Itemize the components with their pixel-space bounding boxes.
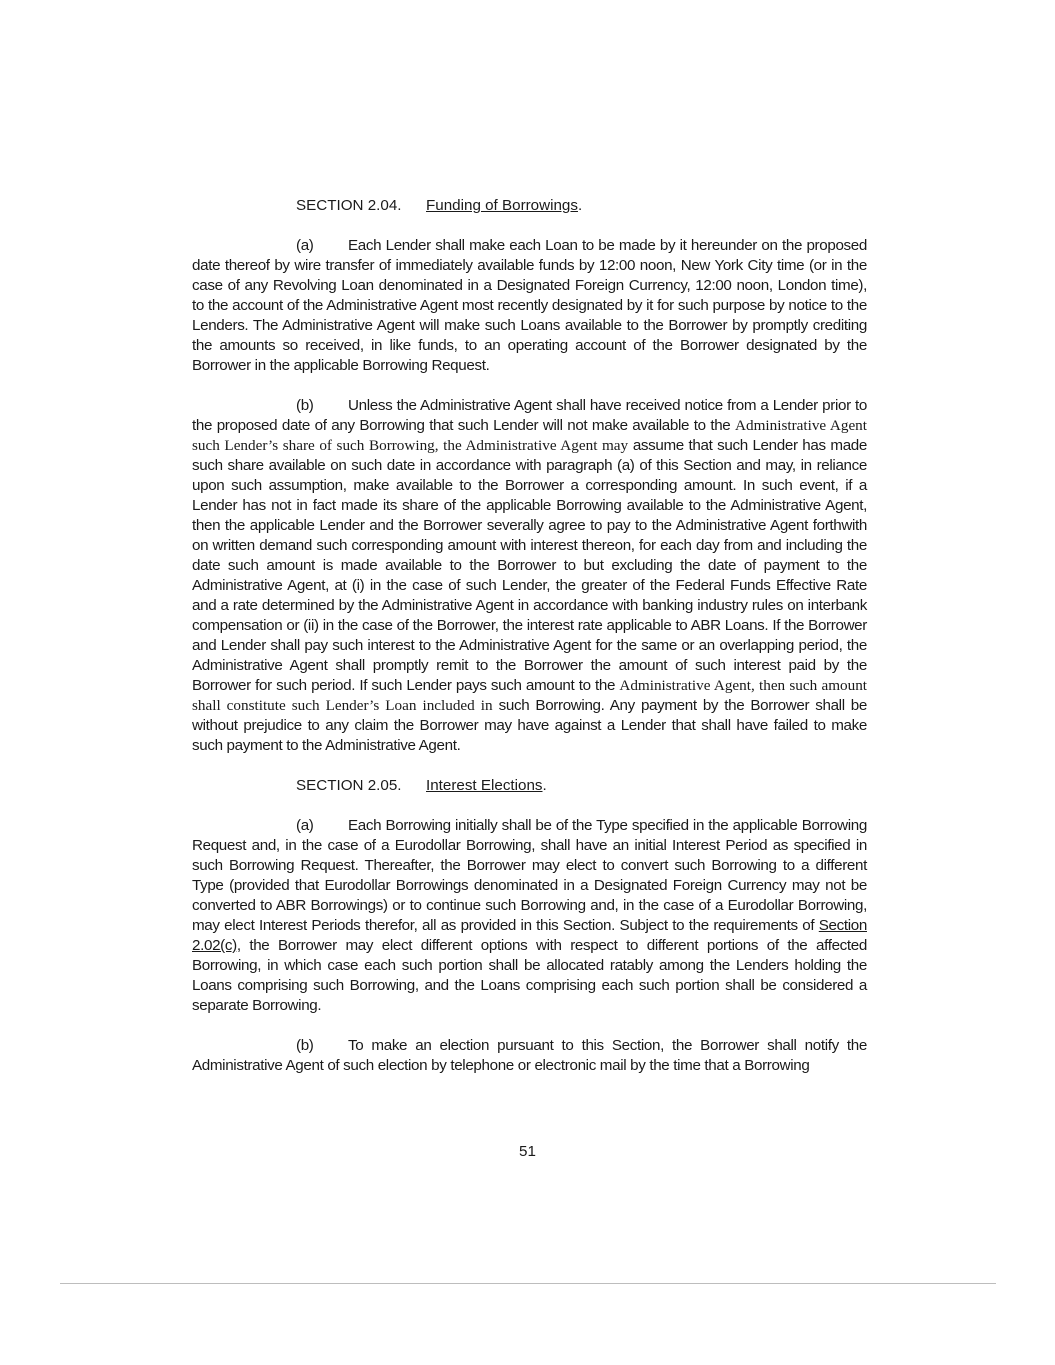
section-2-04-paragraph-b (192, 396, 867, 756)
paragraph-text: Each Borrowing initially shall be of the Type specified in the applicable Borrowing Request and, in the case of a Eurodollar Borrowing, shall have an initial Interest Period as specified in such Borrowing Request. Thereafter, the Borrower may elect to convert such Borrowing to a different Type (provided that Eurodollar Borrowings denominated in a Designated Foreign Currency may not be converted to ABR Borrowings) or to continue such Borrowing and, in the case of a Eurodollar Borrowing, may elect Interest Periods therefor, all as provided in this Section. Subject to the requirements of (192, 817, 867, 934)
paragraph-label: (a) (296, 237, 314, 254)
document-body (192, 196, 867, 1096)
section-2-04-heading (296, 196, 867, 216)
section-title-period: . (542, 777, 547, 794)
section-number: SECTION 2.05. (296, 777, 402, 794)
paragraph-text: , the Borrower may elect different options with respect to different portions of the affected Borrowing, in which case each such portion shall be allocated ratably among the Lenders holding the Loans comprising such Borrowing, and the Loans comprising each such portion shall be considered a separate Borrowing. (192, 937, 867, 1014)
section-reference-link: Section 2.02(c) (192, 917, 867, 954)
paragraph-text: To make an election pursuant to this Section, the Borrower shall notify the Administrative Agent of such election by telephone or electronic mail by the time that a Borrowing (192, 1037, 867, 1074)
paragraph-label: (b) (296, 1037, 314, 1054)
section-2-05-heading (296, 776, 867, 796)
section-title: Interest Elections (426, 777, 543, 794)
section-2-05-paragraph-a (192, 816, 867, 1016)
page-number: 51 (519, 1143, 536, 1160)
section-title: Funding of Borrowings (426, 197, 578, 214)
paragraph-label: (b) (296, 397, 314, 414)
section-title-period: . (577, 197, 583, 214)
section-number: SECTION 2.04. (296, 197, 402, 214)
paragraph-text-serif: Administrative Agent, then such amount shall constitute such Lender’s Loan included in (192, 677, 868, 714)
paragraph-text: assume that such Lender has made such share available on such date in accordance with paragraph (a) of this Section and may, in reliance upon such assumption, make available to the Borrower a corresponding amount. In such event, if a Lender has not in fact made its share of the applicable Borrowing available to the Administrative Agent, then the applicable Lender and the Borrower severally agree to pay to the Administrative Agent forthwith on written demand such corresponding amount with interest thereon, for each day from and including the date such amount is made available to the Borrower to but excluding the date of payment to the Administrative Agent, at (i) in the case of such Lender, the greater of the Federal Funds Effective Rate and a rate determined by the Administrative Agent in accordance with banking industry rules on interbank compensation or (ii) in the case of the Borrower, the interest rate applicable to ABR Loans. If the Borrower and Lender shall pay such interest to the Administrative Agent for the same or an overlapping period, the Administrative Agent shall promptly remit to the Borrower the amount of such interest paid by the Borrower for such period. If such Lender pays such amount to the (192, 437, 867, 694)
paragraph-text: Each Lender shall make each Loan to be made by it hereunder on the proposed date thereof by wire transfer of immediately available funds by 12:00 noon, New York City time (or in the case of any Revolving Loan denominated in a Designated Foreign Currency, 12:00 noon, London time), to the account of the Administrative Agent most recently designated by it for such purpose by notice to the Lenders. The Administrative Agent will make such Loans available to the Borrower by promptly crediting the amounts so received, in like funds, to an operating account of the Borrower designated by the Borrower in the applicable Borrowing Request. (192, 237, 867, 374)
section-2-04-paragraph-a (192, 236, 867, 376)
page-divider (60, 1283, 996, 1284)
section-2-05-paragraph-b (192, 1036, 867, 1076)
paragraph-label: (a) (296, 817, 314, 834)
paragraph-text: such Borrowing. Any payment by the Borrower shall be without prejudice to any claim the Borrower may have against a Lender that shall have failed to make such payment to the Administrative Agent. (192, 697, 867, 754)
paragraph-text: Unless the Administrative Agent shall have received notice from a Lender prior to the proposed date of any Borrowing that such Lender will not make available to the (192, 397, 867, 434)
paragraph-text-serif: Administrative Agent such Lender’s share of such Borrowing, the Administrative Agent may (192, 417, 867, 454)
